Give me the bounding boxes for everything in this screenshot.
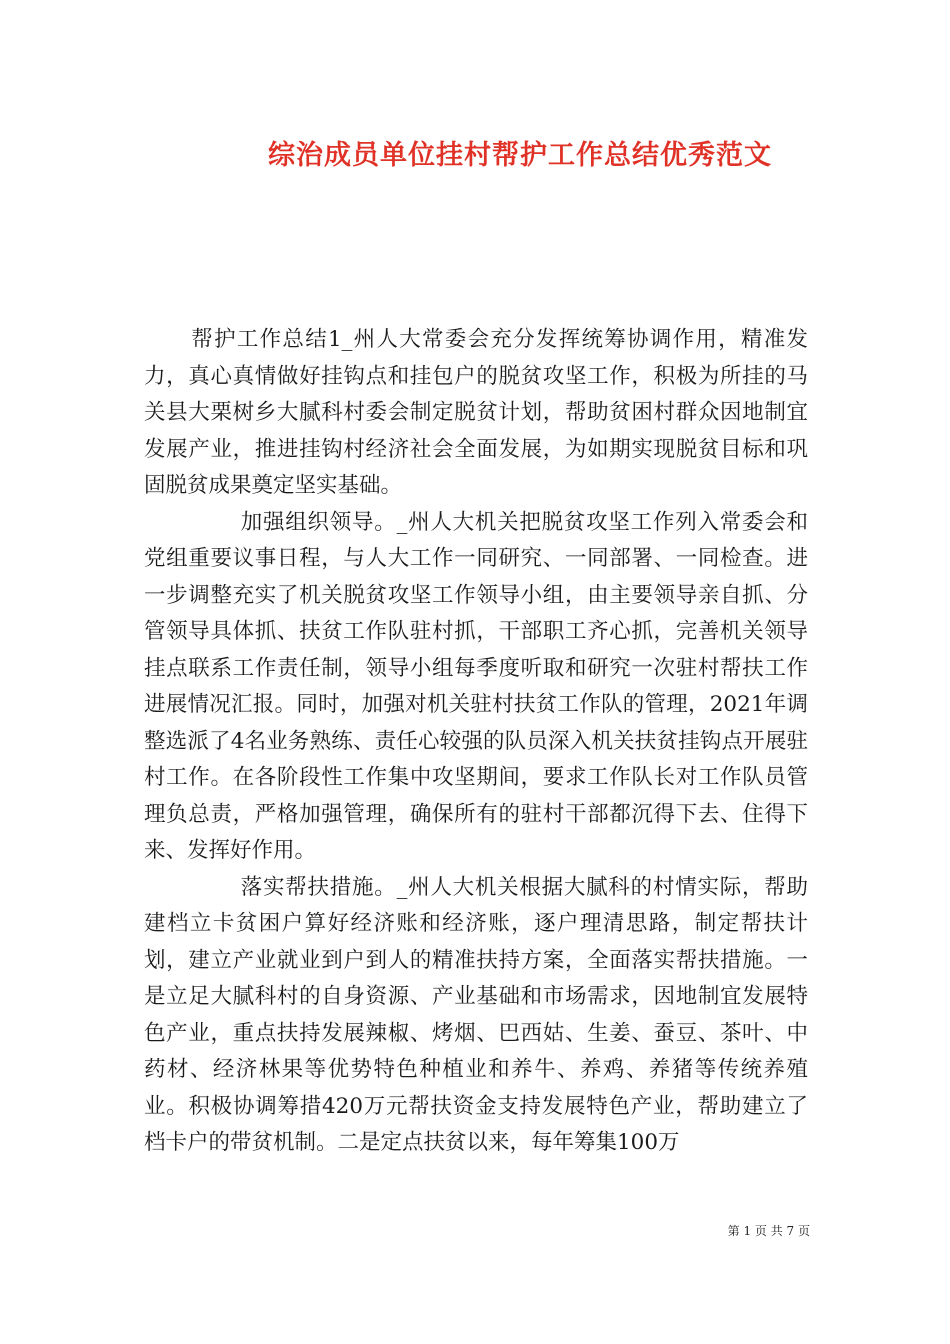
document-title: 综治成员单位挂村帮护工作总结优秀范文 (268, 140, 772, 171)
page-number-footer: 第 1 页 共 7 页 (727, 1224, 810, 1238)
document-body (144, 322, 808, 1162)
paragraph-measures: 落实帮扶措施。_州人大机关根据大腻科的村情实际，帮助建档立卡贫困户算好经济账和经济账，逐户理清思路，制定帮扶计划，建立产业就业到户到人的精准扶持方案，全面落实帮扶措施。一是立足大腻科村的自身资源、产业基础和市场需求，因地制宜发展特色产业，重点扶持发展辣椒、烤烟、巴西姑、生姜、蚕豆、茶叶、中药材、经济林果等优势特色种植业和养牛、养鸡、养猪等传统养殖业。积极协调筹措420万元帮扶资金支持发展特色产业，帮助建立了档卡户的带贫机制。二是定点扶贫以来，每年筹集100万 (144, 874, 808, 1155)
paragraph-summary: 帮护工作总结1_州人大常委会充分发挥统筹协调作用，精准发力，真心真情做好挂钩点和挂包户的脱贫攻坚工作，积极为所挂的马关县大栗树乡大腻科村委会制定脱贫计划，帮助贫困村群众因地制宜发展产业，推进挂钩村经济社会全面发展，为如期实现脱贫目标和巩固脱贫成果奠定坚实基础。 (144, 327, 808, 498)
paragraph-organization: 加强组织领导。_州人大机关把脱贫攻坚工作列入常委会和党组重要议事日程，与人大工作一同研究、一同部署、一同检查。进一步调整充实了机关脱贫攻坚工作领导小组，由主要领导亲自抓、分管领导具体抓、扶贫工作队驻村抓，干部职工齐心抓，完善机关领导挂点联系工作责任制，领导小组每季度听取和研究一次驻村帮扶工作进展情况汇报。同时，加强对机关驻村扶贫工作队的管理，2021年调整选派了4名业务熟练、责任心较强的队员深入机关扶贫挂钩点开展驻村工作。在各阶段性工作集中攻坚期间，要求工作队长对工作队员管理负总责，严格加强管理，确保所有的驻村干部都沉得下去、住得下来、发挥好作用。 (144, 509, 808, 863)
